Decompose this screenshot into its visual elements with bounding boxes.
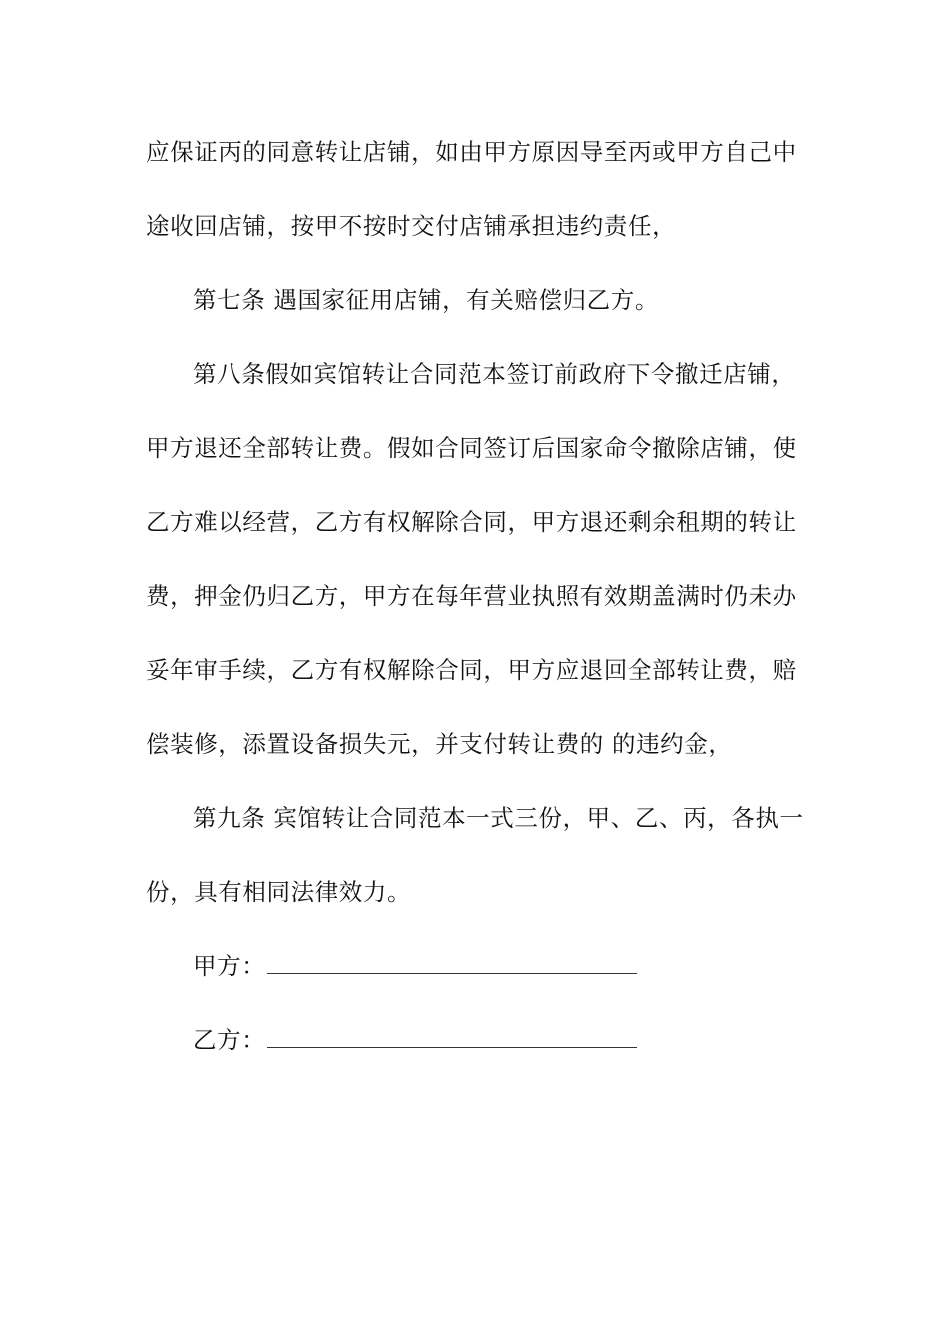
paragraph-line: 份，具有相同法律效力。 <box>146 878 412 906</box>
contract-body <box>146 126 806 1088</box>
article-seven: 第七条 遇国家征用店铺，有关赔偿归乙方。 <box>193 286 659 314</box>
paragraph-line: 途收回店铺，按甲不按时交付店铺承担违约责任， <box>146 212 677 240</box>
paragraph-line: 费，押金仍归乙方，甲方在每年营业执照有效期盖满时仍未办 <box>146 582 797 610</box>
party-b-signature <box>146 1014 806 1088</box>
party-a-signature-blank[interactable] <box>267 947 637 974</box>
party-a-signature <box>146 940 806 1014</box>
paragraph-line: 偿装修，添置设备损失元，并支付转让费的 的违约金， <box>146 730 733 758</box>
paragraph-line: 应保证丙的同意转让店铺，如由甲方原因导至丙或甲方自己中 <box>146 138 797 166</box>
party-b-signature-blank[interactable] <box>267 1021 637 1048</box>
party-b-label: 乙方： <box>193 1026 266 1054</box>
paragraph-line: 甲方退还全部转让费。假如合同签订后国家命令撤除店铺，使 <box>146 434 797 462</box>
paragraph-line: 妥年审手续，乙方有权解除合同，甲方应退回全部转让费，赔 <box>146 656 797 684</box>
paragraph-line: 乙方难以经营，乙方有权解除合同，甲方退还剩余租期的转让 <box>146 508 797 536</box>
article-nine: 第九条 宾馆转让合同范本一式三份，甲、乙、丙，各执一 <box>193 804 804 832</box>
party-a-label: 甲方： <box>193 952 266 980</box>
article-eight: 第八条假如宾馆转让合同范本签订前政府下令撤迁店铺， <box>193 360 796 388</box>
